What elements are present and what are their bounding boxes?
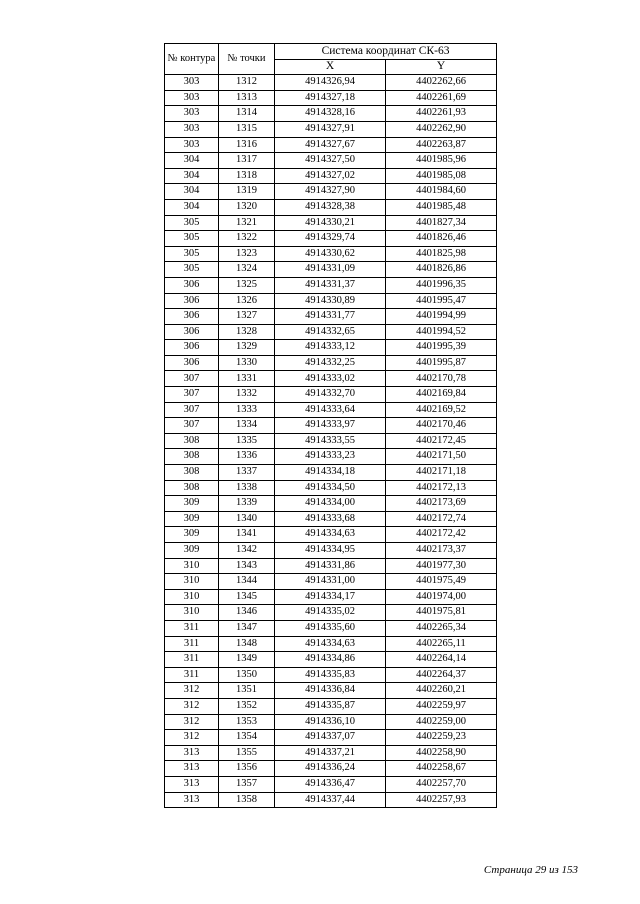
cell-contour: 313 — [165, 792, 219, 808]
cell-contour: 305 — [165, 215, 219, 231]
table-row — [165, 683, 497, 699]
cell-contour: 306 — [165, 293, 219, 309]
cell-point: 1346 — [219, 605, 275, 621]
cell-y: 4401995,87 — [386, 355, 497, 371]
cell-x: 4914334,00 — [275, 496, 386, 512]
cell-point: 1312 — [219, 75, 275, 91]
cell-y: 4401985,48 — [386, 199, 497, 215]
table-row — [165, 792, 497, 808]
table-row — [165, 246, 497, 262]
table-row — [165, 309, 497, 325]
cell-x: 4914334,95 — [275, 543, 386, 559]
cell-x: 4914335,60 — [275, 620, 386, 636]
cell-point: 1330 — [219, 355, 275, 371]
cell-contour: 305 — [165, 246, 219, 262]
cell-y: 4402172,42 — [386, 527, 497, 543]
cell-contour: 307 — [165, 418, 219, 434]
table-row — [165, 106, 497, 122]
table-row — [165, 231, 497, 247]
cell-x: 4914334,50 — [275, 480, 386, 496]
cell-contour: 307 — [165, 387, 219, 403]
table-row — [165, 184, 497, 200]
coordinates-table-container — [164, 43, 497, 808]
cell-contour: 308 — [165, 465, 219, 481]
cell-point: 1354 — [219, 730, 275, 746]
cell-contour: 313 — [165, 761, 219, 777]
table-row — [165, 730, 497, 746]
cell-contour: 313 — [165, 776, 219, 792]
cell-x: 4914337,07 — [275, 730, 386, 746]
cell-x: 4914333,55 — [275, 433, 386, 449]
cell-contour: 309 — [165, 511, 219, 527]
cell-contour: 305 — [165, 231, 219, 247]
cell-y: 4402169,84 — [386, 387, 497, 403]
cell-x: 4914336,10 — [275, 714, 386, 730]
cell-y: 4401995,39 — [386, 340, 497, 356]
cell-y: 4402261,69 — [386, 90, 497, 106]
cell-x: 4914328,16 — [275, 106, 386, 122]
table-row — [165, 589, 497, 605]
table-row — [165, 402, 497, 418]
cell-point: 1325 — [219, 277, 275, 293]
table-row — [165, 199, 497, 215]
cell-x: 4914326,94 — [275, 75, 386, 91]
cell-y: 4402260,21 — [386, 683, 497, 699]
table-row — [165, 355, 497, 371]
cell-contour: 303 — [165, 137, 219, 153]
cell-point: 1313 — [219, 90, 275, 106]
table-row — [165, 776, 497, 792]
table-row — [165, 698, 497, 714]
page-number: Страница 29 из 153 — [483, 864, 578, 876]
cell-contour: 307 — [165, 371, 219, 387]
cell-y: 4401825,98 — [386, 246, 497, 262]
cell-point: 1345 — [219, 589, 275, 605]
cell-point: 1353 — [219, 714, 275, 730]
table-row — [165, 465, 497, 481]
cell-point: 1324 — [219, 262, 275, 278]
cell-x: 4914333,02 — [275, 371, 386, 387]
cell-y: 4402258,67 — [386, 761, 497, 777]
cell-contour: 304 — [165, 199, 219, 215]
cell-contour: 306 — [165, 340, 219, 356]
cell-x: 4914329,74 — [275, 231, 386, 247]
table-row — [165, 433, 497, 449]
cell-x: 4914327,50 — [275, 153, 386, 169]
table-row — [165, 558, 497, 574]
cell-y: 4402259,00 — [386, 714, 497, 730]
cell-x: 4914336,47 — [275, 776, 386, 792]
cell-x: 4914334,18 — [275, 465, 386, 481]
cell-x: 4914337,44 — [275, 792, 386, 808]
table-row — [165, 121, 497, 137]
cell-contour: 309 — [165, 496, 219, 512]
cell-y: 4401975,49 — [386, 574, 497, 590]
cell-x: 4914335,83 — [275, 667, 386, 683]
cell-y: 4402264,37 — [386, 667, 497, 683]
cell-contour: 311 — [165, 652, 219, 668]
table-row — [165, 620, 497, 636]
cell-x: 4914331,00 — [275, 574, 386, 590]
cell-y: 4402263,87 — [386, 137, 497, 153]
cell-y: 4402172,45 — [386, 433, 497, 449]
cell-y: 4401984,60 — [386, 184, 497, 200]
header-x: X — [275, 59, 386, 75]
cell-point: 1350 — [219, 667, 275, 683]
table-row — [165, 574, 497, 590]
cell-point: 1337 — [219, 465, 275, 481]
cell-x: 4914331,86 — [275, 558, 386, 574]
table-row — [165, 277, 497, 293]
cell-x: 4914331,77 — [275, 309, 386, 325]
table-row — [165, 293, 497, 309]
cell-x: 4914334,63 — [275, 527, 386, 543]
cell-point: 1351 — [219, 683, 275, 699]
cell-x: 4914335,02 — [275, 605, 386, 621]
cell-point: 1357 — [219, 776, 275, 792]
table-row — [165, 527, 497, 543]
table-row — [165, 90, 497, 106]
coordinates-table — [164, 43, 497, 808]
cell-contour: 304 — [165, 153, 219, 169]
cell-x: 4914327,91 — [275, 121, 386, 137]
cell-y: 4401985,96 — [386, 153, 497, 169]
cell-x: 4914330,62 — [275, 246, 386, 262]
cell-point: 1329 — [219, 340, 275, 356]
cell-x: 4914333,64 — [275, 402, 386, 418]
table-row — [165, 153, 497, 169]
cell-y: 4402171,50 — [386, 449, 497, 465]
cell-y: 4401996,35 — [386, 277, 497, 293]
table-row — [165, 480, 497, 496]
cell-contour: 303 — [165, 90, 219, 106]
cell-point: 1349 — [219, 652, 275, 668]
cell-y: 4402261,93 — [386, 106, 497, 122]
cell-y: 4401827,34 — [386, 215, 497, 231]
table-row — [165, 543, 497, 559]
cell-point: 1343 — [219, 558, 275, 574]
cell-x: 4914332,70 — [275, 387, 386, 403]
cell-y: 4402169,52 — [386, 402, 497, 418]
cell-contour: 303 — [165, 121, 219, 137]
cell-x: 4914335,87 — [275, 698, 386, 714]
cell-y: 4402170,78 — [386, 371, 497, 387]
cell-contour: 312 — [165, 714, 219, 730]
cell-y: 4402258,90 — [386, 745, 497, 761]
cell-y: 4402265,11 — [386, 636, 497, 652]
table-row — [165, 168, 497, 184]
cell-x: 4914336,24 — [275, 761, 386, 777]
cell-point: 1335 — [219, 433, 275, 449]
cell-contour: 312 — [165, 698, 219, 714]
cell-point: 1317 — [219, 153, 275, 169]
cell-y: 4401826,46 — [386, 231, 497, 247]
cell-contour: 303 — [165, 75, 219, 91]
cell-contour: 308 — [165, 433, 219, 449]
cell-contour: 304 — [165, 184, 219, 200]
table-row — [165, 75, 497, 91]
cell-point: 1323 — [219, 246, 275, 262]
cell-contour: 313 — [165, 745, 219, 761]
cell-y: 4401975,81 — [386, 605, 497, 621]
cell-y: 4401974,00 — [386, 589, 497, 605]
cell-contour: 311 — [165, 620, 219, 636]
table-row — [165, 324, 497, 340]
cell-y: 4401826,86 — [386, 262, 497, 278]
cell-x: 4914334,63 — [275, 636, 386, 652]
cell-contour: 309 — [165, 543, 219, 559]
table-row — [165, 215, 497, 231]
cell-contour: 306 — [165, 324, 219, 340]
cell-point: 1315 — [219, 121, 275, 137]
cell-y: 4402172,13 — [386, 480, 497, 496]
table-row — [165, 137, 497, 153]
cell-y: 4402257,93 — [386, 792, 497, 808]
cell-y: 4402259,23 — [386, 730, 497, 746]
table-row — [165, 449, 497, 465]
cell-x: 4914327,18 — [275, 90, 386, 106]
cell-point: 1356 — [219, 761, 275, 777]
cell-point: 1321 — [219, 215, 275, 231]
cell-point: 1338 — [219, 480, 275, 496]
cell-contour: 306 — [165, 355, 219, 371]
cell-x: 4914327,67 — [275, 137, 386, 153]
cell-contour: 307 — [165, 402, 219, 418]
cell-point: 1342 — [219, 543, 275, 559]
table-row — [165, 371, 497, 387]
cell-x: 4914331,37 — [275, 277, 386, 293]
cell-point: 1355 — [219, 745, 275, 761]
cell-y: 4402173,37 — [386, 543, 497, 559]
cell-contour: 305 — [165, 262, 219, 278]
table-row — [165, 714, 497, 730]
cell-x: 4914328,38 — [275, 199, 386, 215]
cell-contour: 306 — [165, 277, 219, 293]
cell-point: 1320 — [219, 199, 275, 215]
cell-x: 4914333,68 — [275, 511, 386, 527]
cell-point: 1318 — [219, 168, 275, 184]
cell-point: 1358 — [219, 792, 275, 808]
cell-point: 1339 — [219, 496, 275, 512]
cell-x: 4914327,02 — [275, 168, 386, 184]
cell-point: 1352 — [219, 698, 275, 714]
cell-point: 1327 — [219, 309, 275, 325]
cell-y: 4402173,69 — [386, 496, 497, 512]
table-row — [165, 667, 497, 683]
cell-y: 4402257,70 — [386, 776, 497, 792]
cell-contour: 304 — [165, 168, 219, 184]
cell-contour: 308 — [165, 480, 219, 496]
table-body — [165, 75, 497, 808]
cell-y: 4402170,46 — [386, 418, 497, 434]
table-row — [165, 511, 497, 527]
cell-contour: 312 — [165, 683, 219, 699]
cell-contour: 306 — [165, 309, 219, 325]
cell-x: 4914330,21 — [275, 215, 386, 231]
cell-y: 4402265,34 — [386, 620, 497, 636]
cell-point: 1340 — [219, 511, 275, 527]
cell-x: 4914327,90 — [275, 184, 386, 200]
table-row — [165, 418, 497, 434]
cell-contour: 310 — [165, 574, 219, 590]
cell-contour: 303 — [165, 106, 219, 122]
cell-point: 1326 — [219, 293, 275, 309]
cell-y: 4402262,66 — [386, 75, 497, 91]
cell-point: 1322 — [219, 231, 275, 247]
header-point: № точки — [219, 44, 275, 75]
header-y: Y — [386, 59, 497, 75]
cell-contour: 310 — [165, 589, 219, 605]
cell-point: 1314 — [219, 106, 275, 122]
cell-y: 4401985,08 — [386, 168, 497, 184]
cell-point: 1334 — [219, 418, 275, 434]
cell-y: 4401994,99 — [386, 309, 497, 325]
cell-contour: 310 — [165, 558, 219, 574]
cell-y: 4401995,47 — [386, 293, 497, 309]
cell-contour: 311 — [165, 667, 219, 683]
cell-x: 4914333,23 — [275, 449, 386, 465]
cell-point: 1347 — [219, 620, 275, 636]
cell-x: 4914331,09 — [275, 262, 386, 278]
cell-contour: 309 — [165, 527, 219, 543]
header-coordinate-system: Система координат СК-63 — [275, 44, 497, 60]
table-row — [165, 340, 497, 356]
cell-y: 4402262,90 — [386, 121, 497, 137]
cell-x: 4914334,86 — [275, 652, 386, 668]
cell-x: 4914332,65 — [275, 324, 386, 340]
cell-point: 1316 — [219, 137, 275, 153]
cell-x: 4914332,25 — [275, 355, 386, 371]
cell-point: 1348 — [219, 636, 275, 652]
table-row — [165, 496, 497, 512]
cell-y: 4402171,18 — [386, 465, 497, 481]
cell-contour: 312 — [165, 730, 219, 746]
table-row — [165, 387, 497, 403]
cell-x: 4914333,97 — [275, 418, 386, 434]
cell-point: 1331 — [219, 371, 275, 387]
cell-x: 4914336,84 — [275, 683, 386, 699]
cell-y: 4401977,30 — [386, 558, 497, 574]
cell-x: 4914330,89 — [275, 293, 386, 309]
cell-contour: 311 — [165, 636, 219, 652]
cell-y: 4402259,97 — [386, 698, 497, 714]
cell-point: 1332 — [219, 387, 275, 403]
table-row — [165, 761, 497, 777]
cell-x: 4914334,17 — [275, 589, 386, 605]
cell-y: 4402172,74 — [386, 511, 497, 527]
table-row — [165, 605, 497, 621]
cell-point: 1344 — [219, 574, 275, 590]
cell-contour: 310 — [165, 605, 219, 621]
cell-x: 4914333,12 — [275, 340, 386, 356]
cell-contour: 308 — [165, 449, 219, 465]
table-row — [165, 636, 497, 652]
cell-x: 4914337,21 — [275, 745, 386, 761]
cell-point: 1336 — [219, 449, 275, 465]
table-row — [165, 745, 497, 761]
cell-y: 4401994,52 — [386, 324, 497, 340]
header-contour: № контура — [165, 44, 219, 75]
cell-point: 1341 — [219, 527, 275, 543]
table-row — [165, 652, 497, 668]
cell-point: 1333 — [219, 402, 275, 418]
table-row — [165, 262, 497, 278]
cell-y: 4402264,14 — [386, 652, 497, 668]
cell-point: 1328 — [219, 324, 275, 340]
cell-point: 1319 — [219, 184, 275, 200]
